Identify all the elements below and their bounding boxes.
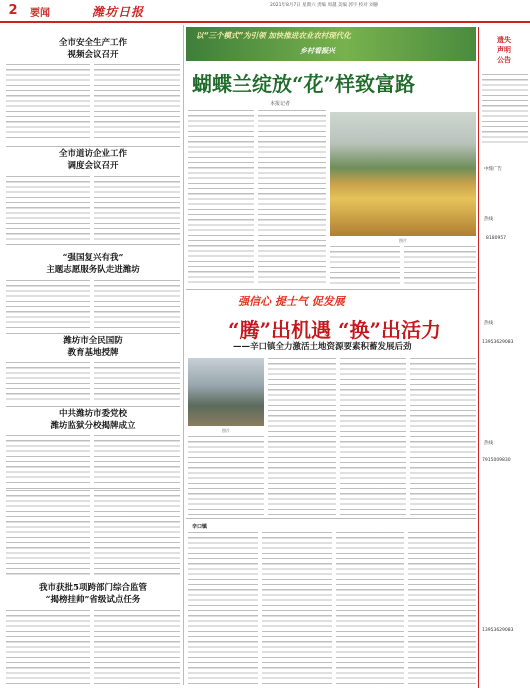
section-name: 要闻: [30, 8, 50, 19]
sidebar-number: 13953629083: [482, 628, 514, 633]
page-header: [0, 0, 530, 22]
article-body: [6, 64, 90, 142]
divider: [186, 518, 476, 519]
article-body: [188, 436, 264, 516]
sidebar-label: 中缝广告: [484, 167, 502, 172]
subheadline: ——辛口镇全力激活土地资源要素积蓄发展后劲: [233, 342, 412, 352]
notice-text: [482, 74, 528, 144]
article-title: 全市安全生产工作 视频会议召开: [58, 38, 127, 60]
article-body: [6, 610, 90, 685]
article-title: “强国复兴有我” 主题志愿服务队走进潍坊: [46, 253, 140, 275]
article-body: [188, 110, 254, 286]
article-body: [336, 532, 404, 685]
greenhouse-photo: [330, 112, 476, 236]
article-title: 全市道访企业工作 调度会议召开: [58, 149, 127, 171]
article-body: [410, 358, 476, 516]
article-body: [262, 532, 332, 685]
article-body: [6, 490, 90, 578]
sidebar-number: 8180957: [486, 236, 507, 241]
article-body: [404, 246, 476, 286]
article-body: [94, 610, 180, 685]
column-divider: [183, 25, 184, 685]
sidebar-number: 13953629083: [482, 340, 514, 345]
article-body: [6, 362, 90, 402]
article-body: [94, 362, 180, 402]
headline: “腾”出机遇 “换”出活力: [228, 318, 441, 342]
section-banner: 强信心 提士气 促发展: [238, 295, 345, 308]
article-body: [94, 490, 180, 578]
dateline: 2021年8月7日 星期六 责编 周越 美编 郭宇 校对 刘静: [270, 3, 379, 8]
article-body: [6, 435, 90, 485]
article-body: [94, 176, 180, 240]
article-body: [330, 246, 400, 286]
factory-photo: [188, 358, 264, 426]
divider: [6, 146, 180, 147]
page-number: 2: [8, 3, 18, 18]
article-title: 中共潍坊市委党校 潍坊监狱分校揭牌成立: [50, 409, 136, 431]
sidebar-number: 7915009830: [482, 458, 511, 463]
divider: [6, 244, 180, 245]
byline: 本报记者: [270, 101, 291, 107]
photo-caption: 图片: [222, 428, 230, 433]
box-title: 辛口镇: [192, 524, 208, 530]
header-rule: [0, 21, 530, 23]
sidebar-label: 热线：: [484, 217, 498, 222]
sidebar-title: 遗失 声明 公告: [497, 36, 511, 64]
article-body: [6, 176, 90, 240]
newspaper-logo: 潍坊日报: [92, 5, 145, 19]
article-body: [94, 64, 180, 142]
headline: 蝴蝶兰绽放“花”样致富路: [192, 72, 416, 96]
divider: [6, 333, 180, 334]
divider: [6, 488, 180, 489]
banner-subtitle: 乡村看振兴: [300, 47, 335, 55]
article-body: [94, 435, 180, 485]
article-body: [340, 358, 406, 516]
photo-caption: 图片: [399, 238, 407, 243]
article-body: [94, 280, 180, 330]
article-body: [6, 280, 90, 330]
article-body: [258, 110, 326, 286]
sidebar-label: 热线：: [484, 321, 498, 326]
article-body: [408, 532, 476, 685]
article-body: [188, 532, 258, 685]
article-body: [268, 358, 336, 516]
sidebar-label: 热线：: [484, 441, 498, 446]
divider: [186, 289, 476, 290]
article-title: 潍坊市全民国防 教育基地授牌: [63, 336, 123, 358]
divider: [6, 406, 180, 407]
banner-text: 以“三个模式”为引领 加快推进农业农村现代化: [196, 31, 351, 40]
article-title: 我市获批5项跨部门综合监管 “揭榜挂帅”省级试点任务: [39, 583, 147, 605]
